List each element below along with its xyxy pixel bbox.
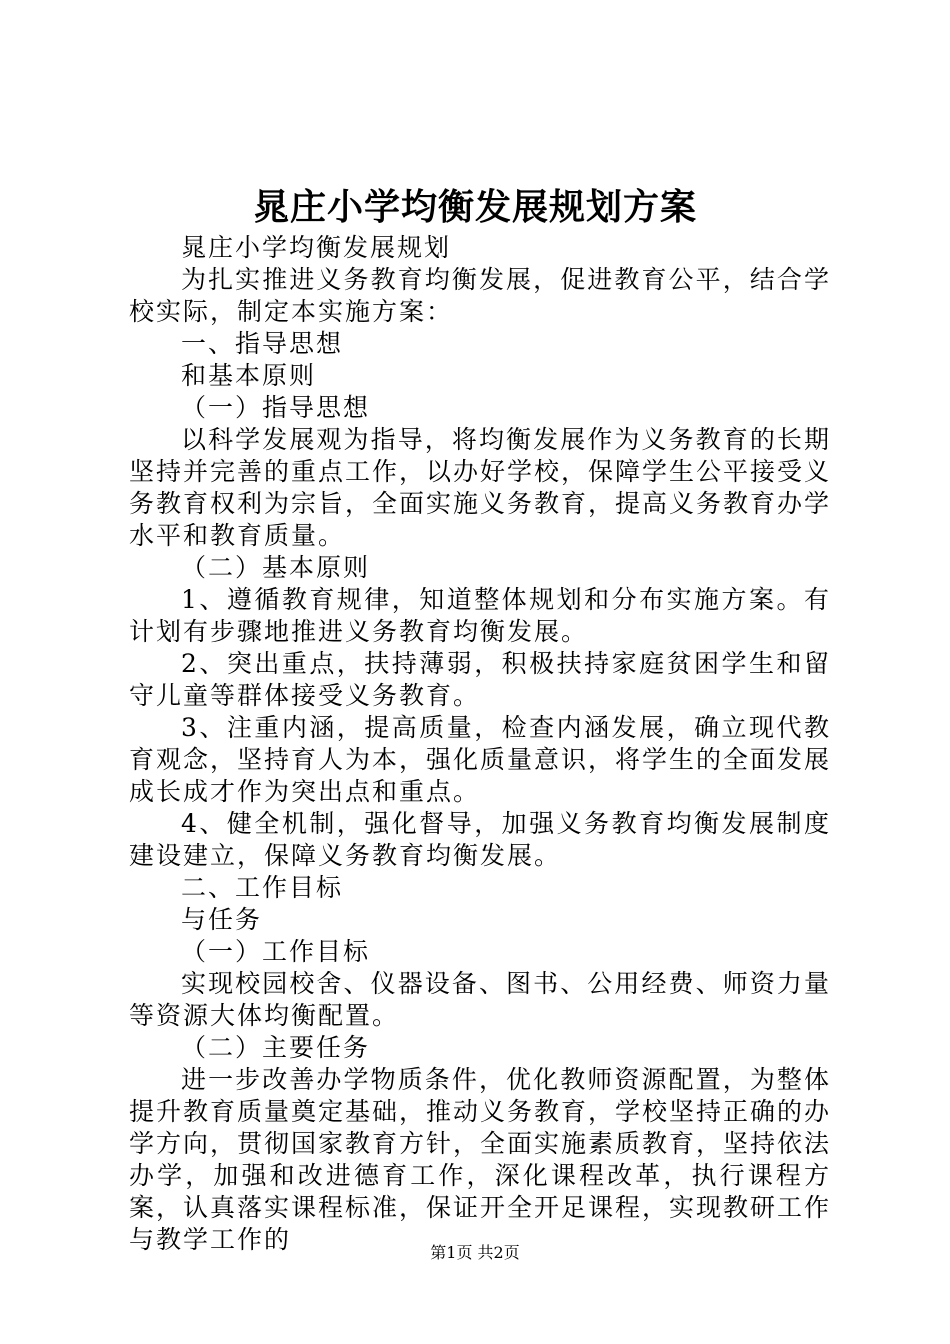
paragraph-main-tasks: 进一步改善办学物质条件，优化教师资源配置，为整体提升教育质量奠定基础，推动义务教育，学校坚持正确的办学方向，贯彻国家教育方针，全面实施素质教育，坚持依法办学，加强和改进德育工作，深化课程改革，执行课程方案，认真落实课程标准，保证开全开足课程，实现教研工作与教学工作的 (129, 1065, 832, 1254)
principle-item-1: 1、遵循教育规律，知道整体规划和分布实施方案。有计划有步骤地推进义务教育均衡发展。 (129, 585, 831, 646)
paragraph-subtitle: 晁庄小学均衡发展规划 (181, 233, 452, 262)
paragraph-work-goal: 实现校园校舍、仪器设备、图书、公用经费、师资力量等资源大体均衡配置。 (129, 969, 831, 1030)
document-title: 晁庄小学均衡发展规划方案 (252, 186, 697, 228)
section-heading-1-cont: 和基本原则 (181, 361, 317, 390)
page-number-footer: 第1页 共2页 (430, 1243, 520, 1262)
section-heading-1: 一、指导思想 (181, 329, 344, 358)
paragraph-guiding-ideology: 以科学发展观为指导，将均衡发展作为义务教育的长期坚持并完善的重点工作，以办好学校，保障学生公平接受义务教育权利为宗旨，全面实施义务教育，提高义务教育办学水平和教育质量。 (129, 425, 832, 550)
principle-item-2: 2、突出重点，扶持薄弱，积极扶持家庭贫困学生和留守儿童等群体接受义务教育。 (129, 649, 831, 710)
subsection-heading-1-1: （一）指导思想 (181, 393, 371, 422)
section-heading-2-cont: 与任务 (181, 905, 263, 934)
principle-item-4: 4、健全机制，强化督导，加强义务教育均衡发展制度建设建立，保障义务教育均衡发展。 (129, 809, 831, 870)
subsection-heading-2-1: （一）工作目标 (181, 937, 371, 966)
document-body (129, 232, 831, 1256)
subsection-heading-1-2: （二）基本原则 (181, 553, 371, 582)
paragraph-intro: 为扎实推进义务教育均衡发展，促进教育公平，结合学校实际，制定本实施方案： (129, 265, 831, 326)
principle-item-3: 3、注重内涵，提高质量，检查内涵发展，确立现代教育观念，坚持育人为本，强化质量意识，将学生的全面发展成长成才作为突出点和重点。 (129, 713, 832, 806)
subsection-heading-2-2: （二）主要任务 (181, 1033, 371, 1062)
section-heading-2: 二、工作目标 (181, 873, 344, 902)
